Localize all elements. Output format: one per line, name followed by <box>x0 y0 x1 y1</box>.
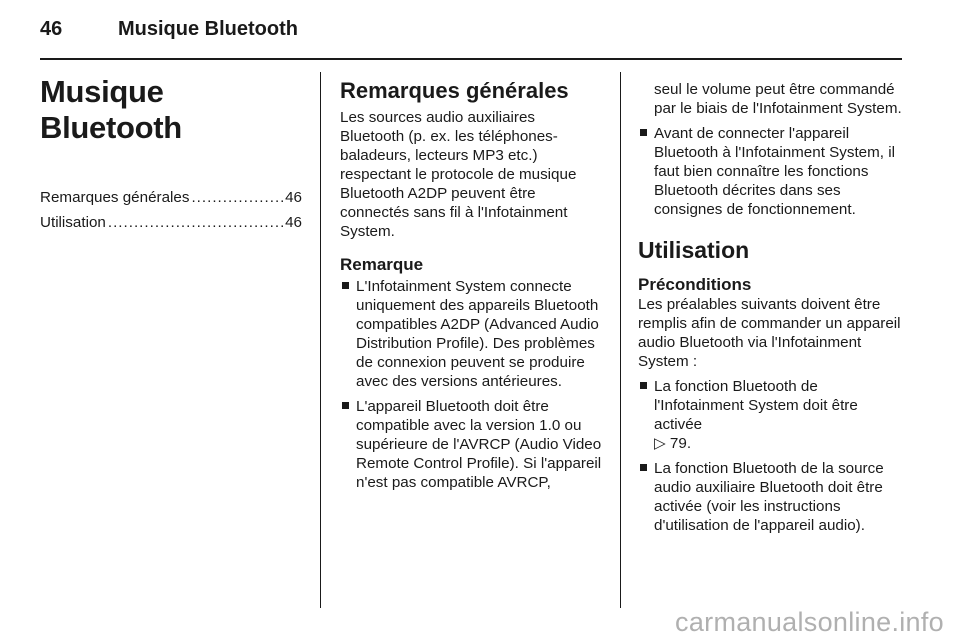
page-reference[interactable]: 79. <box>669 435 692 452</box>
bullet-square-icon <box>640 382 647 389</box>
bullet-square-icon <box>342 402 349 409</box>
running-title: Musique Bluetooth <box>118 18 298 40</box>
toc-leader-dots <box>191 188 283 207</box>
column-2 <box>340 74 602 492</box>
site-watermark: carmanualsonline.info <box>675 607 944 637</box>
prereq-item <box>638 377 904 453</box>
toc-label: Remarques générales <box>40 189 190 206</box>
subsection-title-prereq: Préconditions <box>638 275 752 294</box>
prereq-text: La fonction Bluetooth de l'Infotainment System doit être activée <box>654 378 858 433</box>
section-title-general: Remarques générales <box>340 78 569 103</box>
arrow-ref-icon: ▷ <box>654 435 666 452</box>
toc-item-general[interactable] <box>40 188 302 207</box>
note-heading: Remarque <box>340 255 424 274</box>
toc-page: 46 <box>285 214 302 231</box>
prereq-intro: Les préalables suivants doivent être remplis afin de commander un appareil audio Bluetooth via l'Infotainment System : <box>638 296 901 370</box>
column-3 <box>638 74 904 535</box>
column-divider-1 <box>320 72 321 608</box>
note-item <box>340 277 602 391</box>
column-divider-2 <box>620 72 621 608</box>
bullet-square-icon <box>342 282 349 289</box>
page-header <box>40 18 298 52</box>
bullet-square-icon <box>640 129 647 136</box>
toc-item-usage[interactable] <box>40 213 302 232</box>
note-text: L'appareil Bluetooth doit être compatible avec la version 1.0 ou supérieure de l'AVRCP (Audio Video Remote Control Profile). Si l'appareil n'est pas compatible AVRCP, <box>356 398 602 491</box>
note-item <box>340 397 602 492</box>
chapter-title: Musique Bluetooth <box>40 74 182 145</box>
general-intro: Les sources audio auxiliaires Bluetooth (p. ex. les téléphones-baladeurs, lecteurs MP3 etc.) respectant le protocole de musique Bluetooth A2DP peuvent être connectés sans fil à l'Infotainment System. <box>340 109 577 240</box>
bullet-square-icon <box>640 464 647 471</box>
toc-label: Utilisation <box>40 214 106 231</box>
prereq-text: La fonction Bluetooth de la source audio auxiliaire Bluetooth doit être activée (voir les instructions d'utilisation de l'appareil audio). <box>654 460 884 534</box>
note-item <box>638 124 904 219</box>
column-1 <box>40 74 302 238</box>
prereq-item <box>638 459 904 535</box>
note-text: L'Infotainment System connecte uniquement des appareils Bluetooth compatibles A2DP (Advanced Audio Distribution Profile). Des problèmes de connexion peuvent se produire avec des versions antérieures. <box>356 278 599 390</box>
toc-leader-dots <box>108 213 283 232</box>
note-text: Avant de connecter l'appareil Bluetooth à l'Infotainment System, il faut bien connaître les fonctions Bluetooth décrites dans ses consignes de fonctionnement. <box>654 125 895 218</box>
header-divider <box>40 58 902 60</box>
note-list-continued <box>638 124 904 219</box>
section-title-usage: Utilisation <box>638 237 750 263</box>
note-continuation: seul le volume peut être commandé par le biais de l'Infotainment System. <box>654 81 902 117</box>
note-list <box>340 277 602 492</box>
prereq-list <box>638 377 904 535</box>
toc-page: 46 <box>285 189 302 206</box>
page-number: 46 <box>40 18 63 40</box>
